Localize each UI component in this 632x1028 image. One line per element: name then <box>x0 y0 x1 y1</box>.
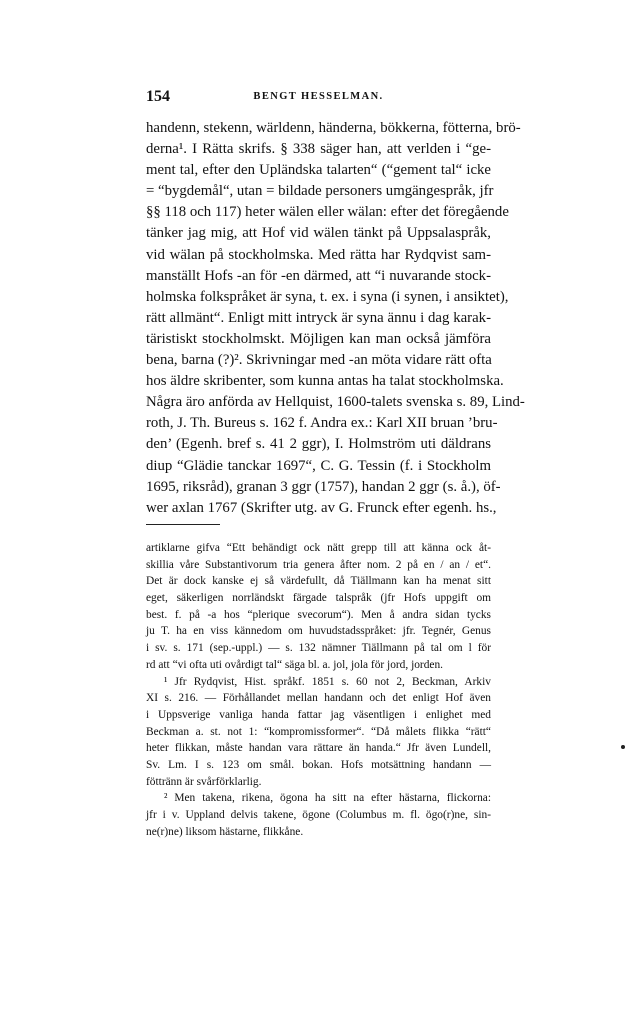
body-line: §§ 118 och 117) heter wälen eller wälan: efter det föregående <box>146 204 509 221</box>
body-line: roth, J. Th. Bureus s. 162 f. Andra ex.: Karl XII bruan ’bru- <box>146 415 498 432</box>
body-line: wer axlan 1767 (Skrifter utg. av G. Frunck efter egenh. hs., <box>146 499 497 516</box>
body-line: bena, barna (?)². Skrivningar med -an möta vidare rätt ofta <box>146 352 492 369</box>
footnote-1-line: Sv. Lm. I s. 123 om smål. bokan. Hofs motsättning handann — <box>146 758 491 771</box>
footnote-2-line: jfr i v. Uppland delvis takene, ögone (Columbus m. fl. ögo(r)ne, sin- <box>146 809 491 821</box>
footnote-line: best. f. på -a hos “plerique svecorum“). Men å andra sidan tycks <box>146 608 491 621</box>
footnote-line: artiklarne gifva “Ett behändigt ock nätt grepp till att känna ock åt- <box>146 542 491 554</box>
scan-speck <box>621 745 625 749</box>
footnote-line: skillia våre Substantivorum tria genera åfter nom. 2 på en / an / et“. <box>146 558 491 571</box>
body-line: holmska folkspråket är syna, t. ex. i syna (i synen, i ansiktet), <box>146 288 509 305</box>
footnote-1-line: Beckman a. st. not 1: “kompromissformer“. “Då målets flikka “rätt“ <box>146 725 491 738</box>
footnote-line: i sv. s. 171 (sep.-uppl.) — s. 132 nämner Tiällmann på tal om l för <box>146 642 491 655</box>
body-line: manställt Hofs -an för -en därmed, att “i nuvarande stock- <box>146 267 491 284</box>
footnote-line: ju T. ha en viss kännedom om huvudstadsspråket: jfr. Tegnér, Genus <box>146 625 491 638</box>
footnote-1-line: XI s. 216. — Förhållandet mellan handann och det enligt Hof även <box>146 692 491 705</box>
footnote-2-line: ² Men takena, rikena, ögona ha sitt na efter hästarna, flickorna: <box>164 792 491 805</box>
running-head-title: BENGT HESSELMAN. <box>253 91 384 102</box>
body-line: 1695, riksråd), granan 3 ggr (1757), handan 2 ggr (s. å.), öf- <box>146 478 501 495</box>
body-line: rätt allmänt“. Enligt mitt intryck är syna ännu i dag karak- <box>146 309 491 326</box>
footnote-line: rd att “vi ofta uti ovårdigt tal“ säga bl. a. jol, jola för jord, jorden. <box>146 658 444 671</box>
body-line: den’ (Egenh. bref s. 41 2 ggr), I. Holmström uti däldrans <box>146 436 491 453</box>
body-line: Några äro anförda av Hellquist, 1600-talets svenska s. 89, Lind- <box>146 394 525 411</box>
body-line: täristiskt stockholmskt. Möjligen kan man också jämföra <box>146 330 491 347</box>
footnotes <box>146 540 491 840</box>
footnote-line: eget, säkerligen norrländskt färgade talspråk (jfr Hofs uppgift om <box>146 592 491 605</box>
footnote-separator <box>146 524 220 525</box>
body-line: ment tal, efter den Upländska talarten“ (“gement tal“ icke <box>146 162 491 179</box>
body-line: vid wälan på stockholmska. Med rätta har Rydqvist sam- <box>146 246 491 263</box>
body-line: = “bygdemål“, utan = bildade personers umgängespråk, jfr <box>146 183 494 200</box>
body-line: hos äldre skribenter, som kunna antas ha talat stockholmska. <box>146 373 504 390</box>
footnote-line: Det är dock kanske ej så värdefullt, då Tiällmann kan ha menat sitt <box>146 575 491 588</box>
footnote-1-line: föttränn är svårförklarlig. <box>146 775 262 788</box>
footnote-1-line: heter flikkan, måste handan vara rättare än handa.“ Jfr även Lundell, <box>146 742 491 755</box>
body-line: tänker jag mig, att Hof vid wälen tänkt på Uppsalaspråk, <box>146 225 491 242</box>
body-text <box>146 118 525 519</box>
body-line: handenn, stekenn, wärldenn, händerna, bökkerna, fötterna, brö- <box>146 120 521 136</box>
page-number: 154 <box>146 88 170 105</box>
body-line: diup “Glädie tanckar 1697“, C. G. Tessin (f. i Stockholm <box>146 457 491 474</box>
footnote-1-line: i Uppsverige vanliga handa fattar jag väsentligen i enlighet med <box>146 708 491 721</box>
footnote-2-line: ne(r)ne) liksom hästarne, flikkåne. <box>146 825 304 838</box>
footnote-1-line: ¹ Jfr Rydqvist, Hist. språkf. 1851 s. 60 not 2, Beckman, Arkiv <box>164 675 491 688</box>
body-line: derna¹. I Rätta skrifs. § 338 säger han, att verlden i “ge- <box>146 141 491 158</box>
running-head <box>146 88 491 108</box>
